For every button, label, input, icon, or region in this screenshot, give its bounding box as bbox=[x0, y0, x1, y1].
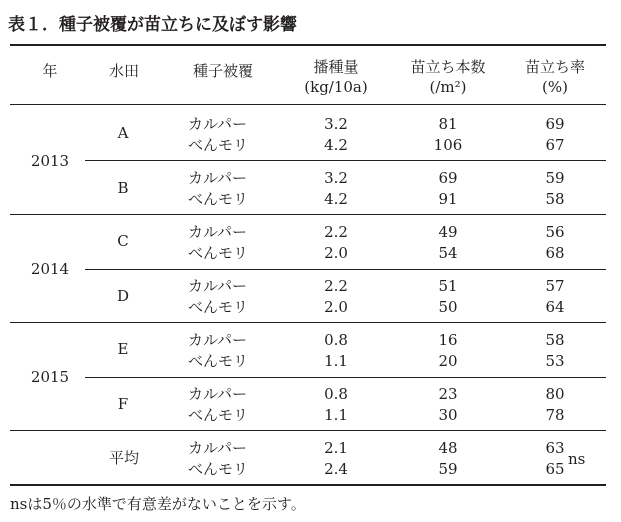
rate-cell: 56 bbox=[545, 223, 565, 241]
seeding-cell: 3.2 bbox=[324, 169, 348, 187]
rate-cell: 53 bbox=[545, 352, 565, 370]
seeding-cell: 4.2 bbox=[324, 136, 348, 154]
count-cell: 91 bbox=[438, 190, 458, 208]
year-divider-2015 bbox=[10, 322, 606, 323]
field-label: B bbox=[117, 179, 129, 197]
coating-cell: べんモリ bbox=[188, 190, 249, 208]
count-cell: 54 bbox=[438, 244, 458, 262]
count-cell: 69 bbox=[438, 169, 458, 187]
coating-cell: カルパー bbox=[188, 169, 247, 187]
count-cell: 23 bbox=[438, 385, 458, 403]
coating-cell: カルパー bbox=[188, 385, 247, 403]
field-label: A bbox=[117, 124, 129, 142]
seeding-cell: 2.1 bbox=[324, 439, 348, 457]
rate-cell: 68 bbox=[545, 244, 565, 262]
header-seedling-count: 苗立ち本数 bbox=[410, 58, 486, 76]
table-title: 表１．種子被覆が苗立ちに及ぼす影響 bbox=[8, 15, 297, 35]
rate-cell: 59 bbox=[545, 169, 565, 187]
seeding-cell: 2.0 bbox=[324, 298, 348, 316]
bottom-rule bbox=[10, 484, 606, 486]
count-cell: 16 bbox=[438, 331, 458, 349]
header-seeding-unit: (kg/10a) bbox=[304, 78, 368, 96]
seeding-cell: 2.2 bbox=[324, 223, 348, 241]
coating-cell: べんモリ bbox=[188, 352, 249, 370]
rate-cell: 80 bbox=[545, 385, 565, 403]
count-cell: 106 bbox=[433, 136, 463, 154]
seeding-cell: 1.1 bbox=[324, 406, 348, 424]
year-label: 2013 bbox=[30, 152, 70, 170]
header-rule bbox=[10, 104, 606, 105]
seeding-cell: 4.2 bbox=[324, 190, 348, 208]
rate-cell: 57 bbox=[545, 277, 565, 295]
coating-cell: べんモリ bbox=[188, 298, 249, 316]
average-label: 平均 bbox=[108, 449, 139, 467]
coating-cell: べんモリ bbox=[188, 136, 249, 154]
seeding-cell: 0.8 bbox=[324, 385, 348, 403]
average-divider bbox=[10, 430, 606, 431]
rate-cell: 78 bbox=[545, 406, 565, 424]
coating-cell: カルパー bbox=[188, 223, 247, 241]
seeding-cell: 0.8 bbox=[324, 331, 348, 349]
count-cell: 59 bbox=[438, 460, 458, 478]
coating-cell: カルパー bbox=[188, 277, 247, 295]
coating-cell: カルパー bbox=[188, 331, 247, 349]
rate-cell: 58 bbox=[545, 190, 565, 208]
year-label: 2015 bbox=[30, 368, 70, 386]
header-seedling-count-unit: (/m²) bbox=[429, 78, 467, 96]
header-establishment-rate: 苗立ち率 bbox=[524, 58, 585, 76]
header-year: 年 bbox=[42, 62, 58, 80]
field-divider-ab bbox=[85, 160, 606, 161]
count-cell: 50 bbox=[438, 298, 458, 316]
count-cell: 48 bbox=[438, 439, 458, 457]
field-divider-cd bbox=[85, 269, 606, 270]
seeding-cell: 2.2 bbox=[324, 277, 348, 295]
coating-cell: カルパー bbox=[188, 439, 247, 457]
count-cell: 20 bbox=[438, 352, 458, 370]
year-label: 2014 bbox=[30, 260, 70, 278]
rate-cell: 67 bbox=[545, 136, 565, 154]
count-cell: 51 bbox=[438, 277, 458, 295]
field-divider-ef bbox=[85, 377, 606, 378]
field-label: D bbox=[116, 287, 130, 305]
year-divider-2014 bbox=[10, 214, 606, 215]
field-label: E bbox=[117, 340, 129, 358]
rate-cell: 65 bbox=[545, 460, 565, 478]
header-coating: 種子被覆 bbox=[192, 62, 253, 80]
count-cell: 49 bbox=[438, 223, 458, 241]
field-label: C bbox=[117, 232, 129, 250]
seeding-cell: 2.0 bbox=[324, 244, 348, 262]
rate-cell: 64 bbox=[545, 298, 565, 316]
rate-cell: 63 bbox=[545, 439, 565, 457]
seeding-cell: 3.2 bbox=[324, 115, 348, 133]
coating-cell: カルパー bbox=[188, 115, 247, 133]
coating-cell: べんモリ bbox=[188, 460, 249, 478]
header-establishment-rate-unit: (%) bbox=[542, 78, 568, 96]
count-cell: 81 bbox=[438, 115, 458, 133]
header-seeding-rate: 播種量 bbox=[313, 58, 359, 76]
footnote: nsは5％の水準で有意差がないことを示す。 bbox=[10, 495, 306, 513]
seeding-cell: 1.1 bbox=[324, 352, 348, 370]
seeding-cell: 2.4 bbox=[324, 460, 348, 478]
coating-cell: べんモリ bbox=[188, 406, 249, 424]
top-rule bbox=[10, 44, 606, 46]
significance-label: ns bbox=[568, 450, 586, 468]
header-field: 水田 bbox=[108, 62, 139, 80]
field-label: F bbox=[117, 395, 129, 413]
rate-cell: 58 bbox=[545, 331, 565, 349]
rate-cell: 69 bbox=[545, 115, 565, 133]
count-cell: 30 bbox=[438, 406, 458, 424]
coating-cell: べんモリ bbox=[188, 244, 249, 262]
